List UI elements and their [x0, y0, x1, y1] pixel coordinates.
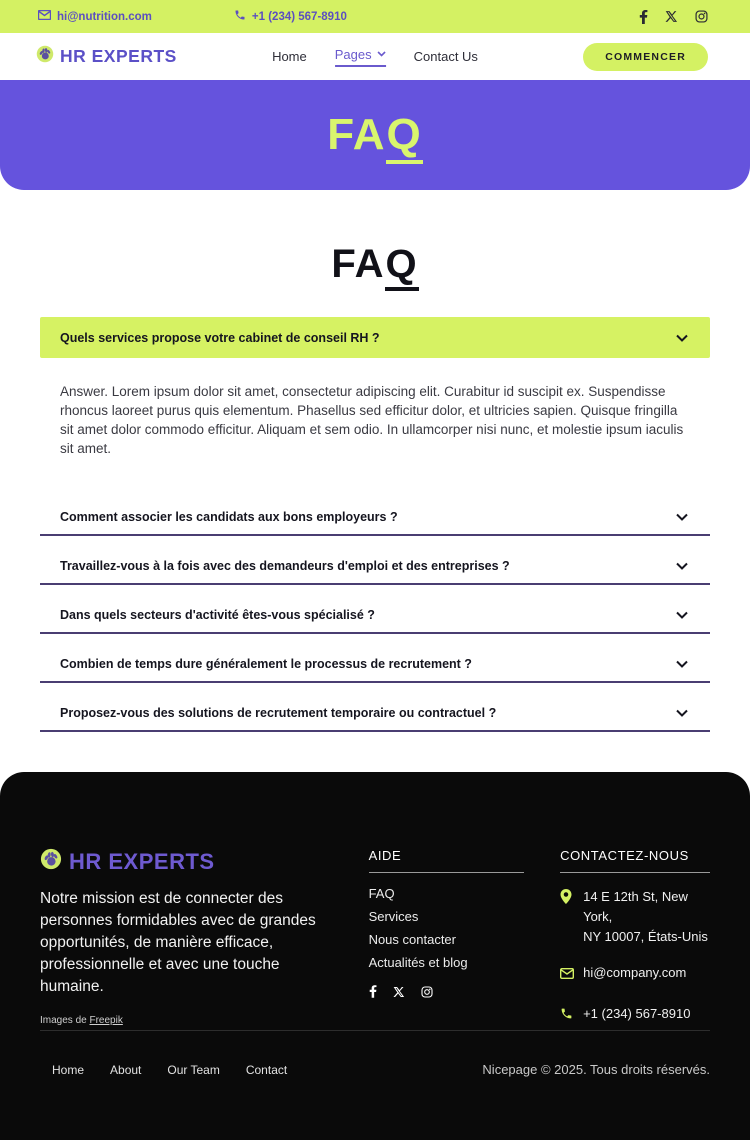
footer-credits — [40, 1015, 329, 1026]
page-title: FAQ — [0, 242, 750, 287]
faq-item[interactable] — [40, 634, 710, 683]
phone-icon — [560, 1004, 574, 1026]
faq-item[interactable] — [40, 683, 710, 732]
copyright-text: Nicepage © 2025. Tous droits réservés. — [482, 1062, 710, 1077]
faq-closed-list — [40, 487, 710, 732]
faq-question: Comment associer les candidats aux bons employeurs ? — [60, 510, 398, 525]
footer-email[interactable] — [560, 963, 710, 985]
faq-answer: Answer. Lorem ipsum dolor sit amet, consectetur adipiscing elit. Curabitur id suscipit ex. Suspendisse rhoncus laoreet purus quis elementum. Phasellus sed efficitur dolor, et ultricies sapien. Quisque fringilla sit amet dolor commodo efficitur. Aliquam et sem odio. In ullamcorper nisi nunc, et molestie ipsum iaculis sit amet. — [60, 384, 684, 457]
footer-link-actualites[interactable]: Actualités et blog — [368, 955, 468, 970]
contact-title: CONTACTEZ-NOUS — [560, 848, 710, 873]
faq-question: Combien de temps dure généralement le processus de recrutement ? — [60, 657, 472, 672]
topbar-phone-text: +1 (234) 567-8910 — [251, 10, 347, 23]
envelope-icon — [560, 963, 574, 985]
facebook-icon[interactable] — [369, 985, 377, 998]
nav-item-pages[interactable] — [335, 47, 386, 67]
chevron-down-icon[interactable] — [674, 558, 690, 574]
nav-item-home[interactable]: Home — [272, 49, 307, 64]
faq-item-open[interactable] — [40, 317, 710, 358]
nav-item-contact-us[interactable]: Contact Us — [413, 49, 478, 64]
topbar-phone-link[interactable] — [234, 9, 347, 24]
chevron-down-icon[interactable] — [674, 656, 690, 672]
footer-divider — [40, 1030, 710, 1031]
credits-prefix: Images de — [40, 1015, 87, 1026]
instagram-icon[interactable] — [695, 10, 708, 23]
nav-item-pages-label: Pages — [334, 46, 372, 62]
faq-item[interactable] — [40, 487, 710, 536]
footer-social — [369, 985, 525, 998]
commencer-button[interactable]: COMMENCER — [583, 43, 708, 71]
footer-bottom-bar — [40, 1062, 710, 1077]
topbar-email-link[interactable] — [38, 10, 152, 23]
bottom-link-our-team[interactable]: Our Team — [167, 1062, 220, 1077]
footer-brand-logo[interactable] — [40, 848, 329, 875]
footer-columns — [0, 772, 750, 1026]
chevron-down-icon[interactable] — [674, 330, 690, 346]
footer-link-services[interactable]: Services — [368, 909, 419, 924]
bottom-link-contact[interactable]: Contact — [245, 1062, 288, 1077]
aide-title: AIDE — [369, 848, 525, 873]
brand-name: HR EXPERTS — [60, 46, 177, 66]
topbar-social — [639, 10, 708, 24]
topbar-email-text: hi@nutrition.com — [57, 10, 152, 23]
footer-bottom-links — [52, 1063, 287, 1077]
hand-logo-icon — [36, 45, 54, 68]
hero-title: FAQ — [327, 110, 422, 160]
footer-email-text: hi@company.com — [583, 965, 687, 981]
nav-menu — [272, 47, 478, 67]
footer-mission-text: Notre mission est de connecter des personnes formidables avec de grandes opportunités, de manière efficace, professionnelle et avec une touche humaine. — [40, 890, 316, 995]
main-content — [0, 190, 750, 732]
chevron-down-icon[interactable] — [674, 509, 690, 525]
faq-question: Dans quels secteurs d'activité êtes-vous spécialisé ? — [60, 608, 375, 623]
brand-logo[interactable] — [36, 45, 177, 68]
footer-brand-name: HR EXPERTS — [69, 848, 215, 874]
phone-icon — [234, 9, 246, 24]
chevron-down-icon[interactable] — [674, 607, 690, 623]
instagram-icon[interactable] — [421, 986, 433, 998]
envelope-icon — [38, 10, 51, 23]
footer-about-column — [40, 848, 329, 1026]
navbar — [0, 33, 750, 80]
footer-link-nous-contacter[interactable]: Nous contacter — [368, 932, 456, 947]
footer-link-faq[interactable]: FAQ — [368, 886, 395, 901]
faq-accordion — [40, 317, 710, 732]
chevron-down-icon — [377, 51, 386, 57]
footer — [0, 772, 750, 1140]
hero-banner — [0, 80, 750, 190]
footer-address-text: 14 E 12th St, New York, NY 10007, États-Unis — [583, 889, 708, 945]
faq-question: Proposez-vous des solutions de recrutement temporaire ou contractuel ? — [60, 706, 497, 721]
footer-phone[interactable] — [560, 1004, 710, 1026]
x-twitter-icon[interactable] — [393, 986, 405, 998]
hand-logo-icon — [40, 848, 62, 875]
freepik-link[interactable]: Freepik — [89, 1015, 123, 1026]
footer-aide-column — [369, 848, 525, 1026]
faq-question: Travaillez-vous à la fois avec des demandeurs d'emploi et des entreprises ? — [60, 559, 510, 574]
facebook-icon[interactable] — [639, 10, 648, 24]
aide-links — [369, 886, 525, 970]
bottom-link-about[interactable]: About — [110, 1062, 142, 1077]
faq-open-question: Quels services propose votre cabinet de conseil RH ? — [60, 330, 380, 345]
bottom-link-home[interactable]: Home — [52, 1062, 85, 1077]
x-twitter-icon[interactable] — [665, 10, 678, 23]
map-pin-icon — [560, 887, 574, 910]
faq-item[interactable] — [40, 536, 710, 585]
faq-item[interactable] — [40, 585, 710, 634]
footer-contact-column — [560, 848, 710, 1026]
chevron-down-icon[interactable] — [674, 705, 690, 721]
footer-address — [560, 887, 710, 947]
top-bar — [0, 0, 750, 33]
footer-phone-text: +1 (234) 567-8910 — [583, 1005, 691, 1021]
